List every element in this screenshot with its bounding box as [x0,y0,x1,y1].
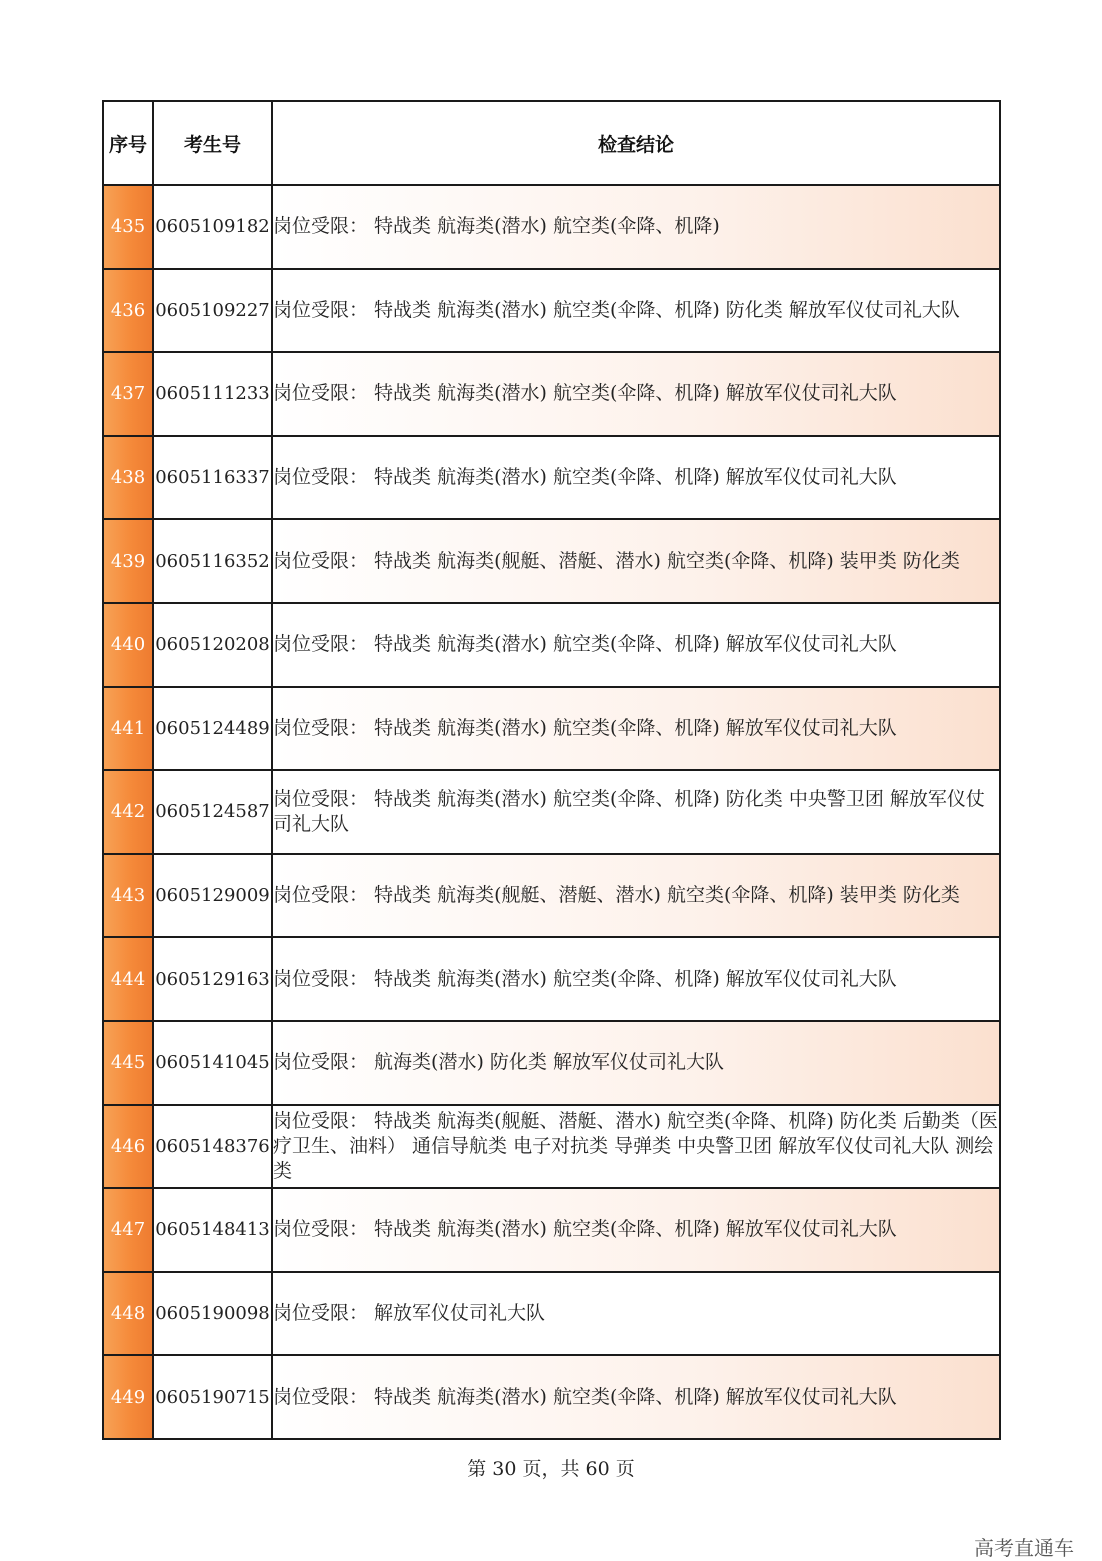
row-seq: 444 [103,937,153,1021]
row-exam-no: 0605116337 [153,436,272,520]
row-conclusion: 岗位受限： 解放军仪仗司礼大队 [272,1272,1000,1356]
row-seq: 442 [103,770,153,854]
row-conclusion: 岗位受限： 特战类 航海类(舰艇、潜艇、潜水) 航空类(伞降、机降) 防化类 后勤类（医疗卫生、油料） 通信导航类 电子对抗类 导弹类 中央警卫团 解放军仪仗司礼大队 测绘类 [272,1105,1000,1189]
table-row [103,603,1000,687]
table-row [103,1188,1000,1272]
row-conclusion: 岗位受限： 特战类 航海类(舰艇、潜艇、潜水) 航空类(伞降、机降) 装甲类 防化类 [272,519,1000,603]
table-row [103,1272,1000,1356]
row-conclusion: 岗位受限： 特战类 航海类(潜水) 航空类(伞降、机降) 防化类 中央警卫团 解放军仪仗司礼大队 [272,770,1000,854]
row-seq: 449 [103,1355,153,1439]
row-exam-no: 0605129163 [153,937,272,1021]
row-exam-no: 0605190715 [153,1355,272,1439]
row-seq: 435 [103,185,153,269]
row-exam-no: 0605120208 [153,603,272,687]
row-exam-no: 0605116352 [153,519,272,603]
table-row [103,937,1000,1021]
row-seq: 437 [103,352,153,436]
table-row [103,1021,1000,1105]
row-exam-no: 0605124587 [153,770,272,854]
row-conclusion: 岗位受限： 特战类 航海类(舰艇、潜艇、潜水) 航空类(伞降、机降) 装甲类 防化类 [272,854,1000,938]
watermark: 高考直通车 [974,1536,1074,1560]
row-seq: 446 [103,1105,153,1189]
row-conclusion: 岗位受限： 特战类 航海类(潜水) 航空类(伞降、机降) 解放军仪仗司礼大队 [272,1188,1000,1272]
row-seq: 439 [103,519,153,603]
table-row [103,770,1000,854]
row-seq: 436 [103,269,153,353]
row-exam-no: 0605141045 [153,1021,272,1105]
row-exam-no: 0605109227 [153,269,272,353]
table-header-row [103,101,1000,185]
row-seq: 447 [103,1188,153,1272]
table-row [103,352,1000,436]
table-row [103,436,1000,520]
row-conclusion: 岗位受限： 航海类(潜水) 防化类 解放军仪仗司礼大队 [272,1021,1000,1105]
header-exam-no: 考生号 [153,101,272,185]
row-seq: 441 [103,687,153,771]
row-exam-no: 0605111233 [153,352,272,436]
row-exam-no: 0605124489 [153,687,272,771]
row-exam-no: 0605109182 [153,185,272,269]
row-conclusion: 岗位受限： 特战类 航海类(潜水) 航空类(伞降、机降) [272,185,1000,269]
row-conclusion: 岗位受限： 特战类 航海类(潜水) 航空类(伞降、机降) 解放军仪仗司礼大队 [272,687,1000,771]
header-conclusion: 检查结论 [272,101,1000,185]
row-conclusion: 岗位受限： 特战类 航海类(潜水) 航空类(伞降、机降) 解放军仪仗司礼大队 [272,937,1000,1021]
row-seq: 443 [103,854,153,938]
table-row [103,854,1000,938]
table-row [103,1105,1000,1189]
table-row [103,519,1000,603]
row-conclusion: 岗位受限： 特战类 航海类(潜水) 航空类(伞降、机降) 解放军仪仗司礼大队 [272,603,1000,687]
table-row [103,269,1000,353]
row-conclusion: 岗位受限： 特战类 航海类(潜水) 航空类(伞降、机降) 解放军仪仗司礼大队 [272,352,1000,436]
header-seq: 序号 [103,101,153,185]
row-exam-no: 0605129009 [153,854,272,938]
results-table [102,100,1001,1440]
table-row [103,185,1000,269]
table-row [103,687,1000,771]
page-number: 第 30 页，共 60 页 [467,1458,635,1480]
row-seq: 448 [103,1272,153,1356]
row-seq: 445 [103,1021,153,1105]
row-conclusion: 岗位受限： 特战类 航海类(潜水) 航空类(伞降、机降) 防化类 解放军仪仗司礼大队 [272,269,1000,353]
row-seq: 440 [103,603,153,687]
table-row [103,1355,1000,1439]
row-seq: 438 [103,436,153,520]
row-exam-no: 0605148413 [153,1188,272,1272]
row-exam-no: 0605190098 [153,1272,272,1356]
row-conclusion: 岗位受限： 特战类 航海类(潜水) 航空类(伞降、机降) 解放军仪仗司礼大队 [272,1355,1000,1439]
row-conclusion: 岗位受限： 特战类 航海类(潜水) 航空类(伞降、机降) 解放军仪仗司礼大队 [272,436,1000,520]
row-exam-no: 0605148376 [153,1105,272,1189]
